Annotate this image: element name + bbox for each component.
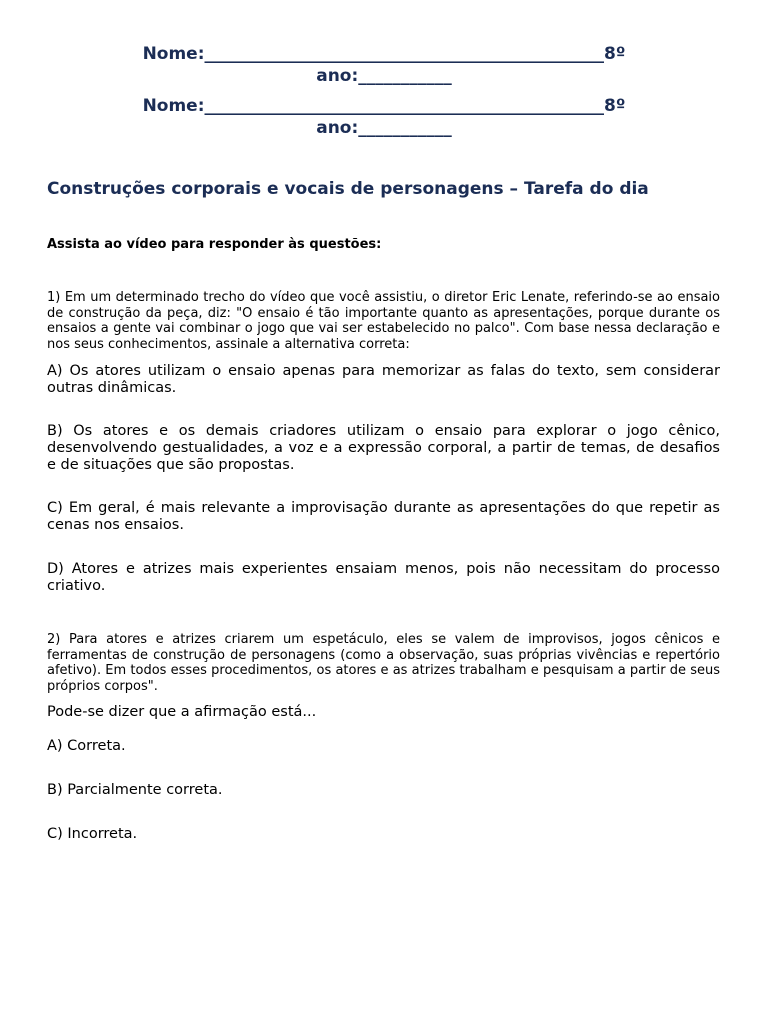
- name-line-label: Nome:_______________________________________________8º: [142, 96, 626, 116]
- question-2-option-b: B) Parcialmente correta.: [47, 782, 223, 798]
- question-1-stem: 1) Em um determinado trecho do vídeo que você assistiu, o diretor Eric Lenate, referindo-se ao ensaio de construção da peça, diz: "O ensaio é tão importante quanto as apresentações, porque durante os ensaios a gente vai combinar o jogo que vai ser estabelecido no palco". Com base nessa declaração e nos seus conhecimentos, assinale a alternativa correta:: [47, 290, 720, 352]
- name-line-label: Nome:_______________________________________________8º: [142, 44, 626, 64]
- grade-line-label: ano:___________: [316, 66, 452, 86]
- grade-line-label: ano:___________: [316, 118, 452, 138]
- question-2-option-a: A) Correta.: [47, 738, 126, 754]
- question-1-option-d: D) Atores e atrizes mais experientes ensaiam menos, pois não necessitam do processo criativo.: [47, 561, 720, 594]
- question-2-prompt: Pode-se dizer que a afirmação está...: [47, 704, 317, 720]
- student-name-field-2: [0, 95, 768, 139]
- question-1-option-c: C) Em geral, é mais relevante a improvisação durante as apresentações do que repetir as cenas nos ensaios.: [47, 500, 720, 533]
- question-1-option-b: B) Os atores e os demais criadores utilizam o ensaio para explorar o jogo cênico, desenvolvendo gestualidades, a voz e a expressão corporal, a partir de temas, de desafios e de situações que são propostas.: [47, 423, 720, 473]
- instruction-text: Assista ao vídeo para responder às questões:: [47, 237, 382, 252]
- question-2-stem: 2) Para atores e atrizes criarem um espetáculo, eles se valem de improvisos, jogos cênicos e ferramentas de construção de personagens (como a observação, suas próprias vivências e repertório afetivo). Em todos esses procedimentos, os atores e as atrizes trabalham e pesquisam a partir de seus próprios corpos".: [47, 632, 720, 694]
- student-name-field-1: [0, 43, 768, 87]
- question-2-option-c: C) Incorreta.: [47, 826, 138, 842]
- document-title: Construções corporais e vocais de personagens – Tarefa do dia: [47, 179, 649, 199]
- question-1-option-a: A) Os atores utilizam o ensaio apenas para memorizar as falas do texto, sem considerar outras dinâmicas.: [47, 363, 720, 396]
